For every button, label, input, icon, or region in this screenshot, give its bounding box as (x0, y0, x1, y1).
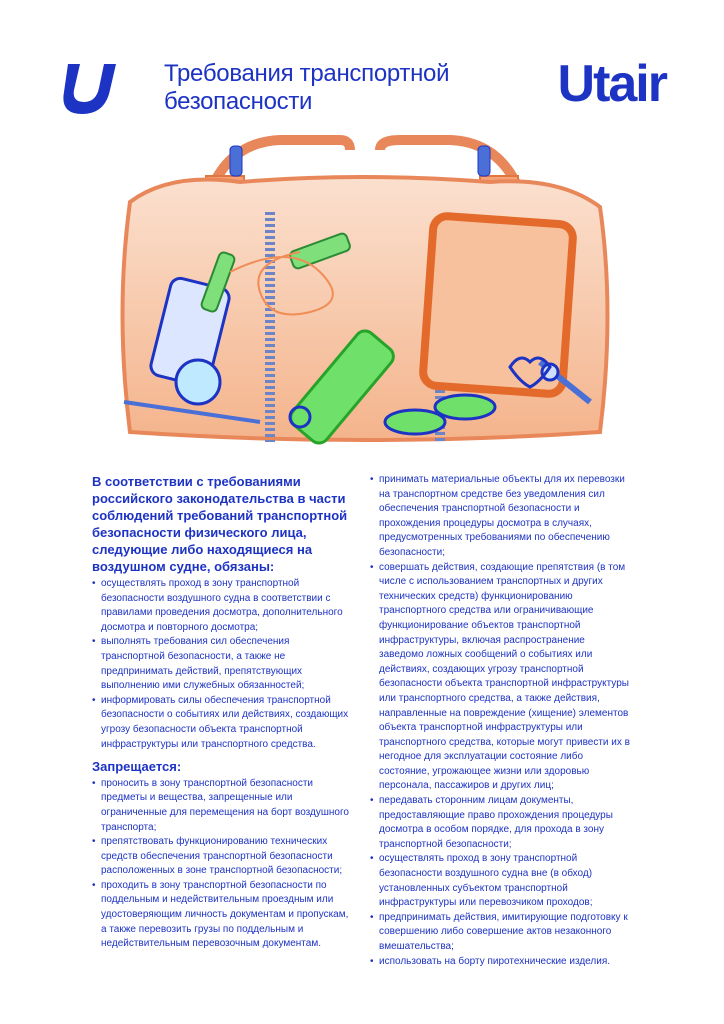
brand-logo: Utair (557, 55, 666, 113)
list-item: • использовать на борту пиротехнические изделия. (370, 955, 632, 970)
prohibited-list-right (370, 473, 632, 969)
list-item: • выполнять требования сил обеспечения транспортной безопасности, а также не предпринимать действий, препятствующих выполнению ими служебных обязанностей; (92, 635, 354, 693)
list-item: • предпринимать действия, имитирующие подготовку к совершению либо совершение актов незаконного вмешательства; (370, 911, 632, 955)
list-item: • информировать силы обеспечения транспортной безопасности о событиях или действиях, создающих угрозу безопасности объекта транспортной инфраструктуры или транспортного средства. (92, 694, 354, 752)
xray-bag-icon (110, 132, 620, 452)
left-column (92, 473, 354, 952)
list-item: • совершать действия, создающие препятствия (в том числе с использованием транспортных и других технических средств) функционированию транспортного средства или ограничивающие функционирование объектов транспортной инфраструктуры, включая распространение заведомо ложных сообщений о событиях или действиях, создающих угрозу транспортной безопасности объекта транспортной инфраструктуры или транспортного средства, а также действия, направленные на повреждение (хищение) элементов объекта транспортной инфраструктуры или транспортного средства, которые могут привести их в негодное для эксплуатации состояние либо состояние, угрожающее жизни или здоровью персонала, пассажиров и других лиц; (370, 561, 632, 795)
right-column (370, 473, 632, 969)
list-item: • проносить в зону транспортной безопасности предметы и вещества, запрещенные или ограниченные для перемещения на борт воздушного транспорта; (92, 777, 354, 835)
list-item: • препятствовать функционированию технических средств обеспечения транспортной безопасности расположенных в зоне транспортной безопасности; (92, 835, 354, 879)
list-item: • проходить в зону транспортной безопасности по поддельным и недействительным проездным или удостоверяющим личность документам и пропускам, а также перевозить грузы по поддельным и недействительным перевозочным документам. (92, 879, 354, 952)
lead-paragraph: В соответствии с требованиями российского законодательства в части соблюдений требований транспортной безопасности физического лица, следующие либо находящиеся на воздушном судне, обязаны: (92, 474, 348, 574)
prohibited-heading: Запрещается: (92, 759, 182, 775)
list-item: • осуществлять проход в зону транспортной безопасности воздушного судна вне (в обход) установленных субъектом транспортной инфраструктуры или перевозчиком проходов; (370, 852, 632, 910)
list-item: • принимать материальные объекты для их перевозки на транспортном средстве без уведомления сил обеспечения транспортной безопасности и прохождения процедуры досмотра в случаях, предусмотренных требованиями по обеспечению безопасности; (370, 473, 632, 561)
list-item: • осуществлять проход в зону транспортной безопасности воздушного судна в соответствии с правилами проведения досмотра, дополнительного досмотра и повторного досмотра; (92, 577, 354, 635)
utair-u-logo-icon (62, 58, 118, 114)
prohibited-list-left (92, 777, 354, 952)
list-item: • передавать сторонним лицам документы, предоставляющие право прохождения процедуры досмотра в особом порядке, для прохода в зону транспортной безопасности; (370, 794, 632, 852)
obligations-list (92, 577, 354, 752)
page-title: Требования транспортной безопасности (164, 60, 450, 115)
